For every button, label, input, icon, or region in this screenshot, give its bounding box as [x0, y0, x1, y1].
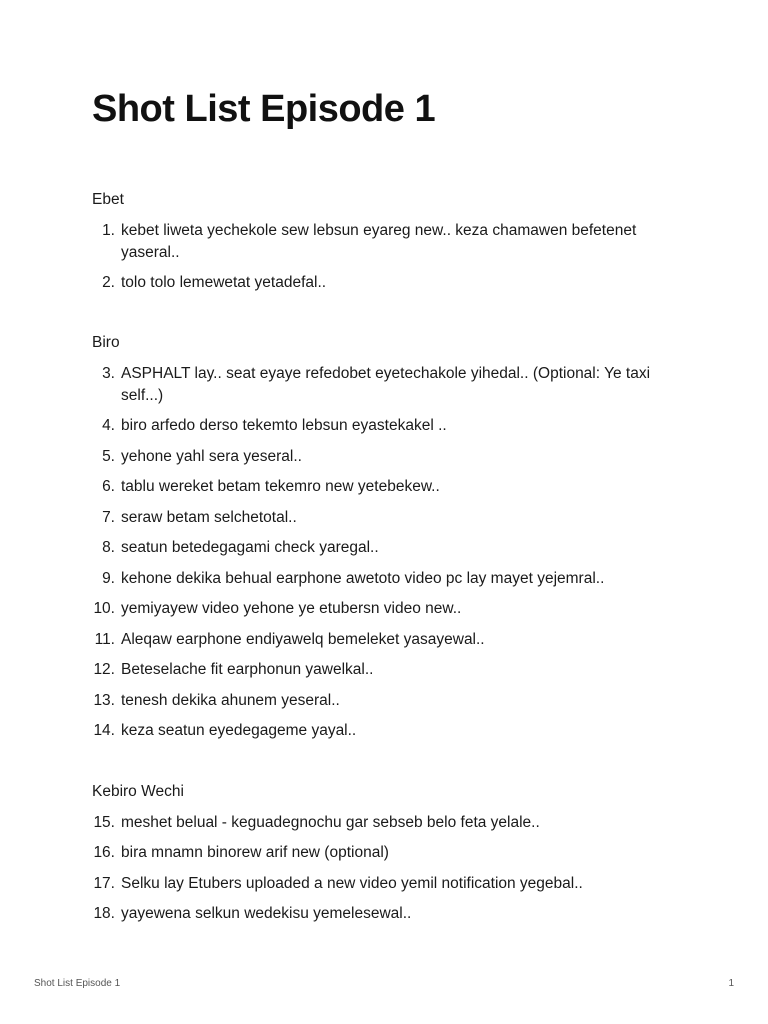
- item-text: tablu wereket betam tekemro new yetebekew..: [121, 478, 440, 495]
- item-number: 12.: [93, 661, 115, 678]
- list-item: [92, 720, 682, 742]
- item-text: seraw betam selchetotal..: [121, 508, 297, 526]
- item-number: 6.: [102, 478, 115, 495]
- document-title: Shot List Episode 1: [92, 88, 436, 130]
- list-item: [92, 659, 682, 681]
- list-item: [92, 220, 682, 264]
- footer-page-number: 1: [728, 978, 734, 989]
- item-number: 18.: [93, 905, 115, 922]
- shot-list: [92, 812, 682, 926]
- list-item: [92, 690, 682, 712]
- item-text: kebet liweta yechekole sew lebsun eyareg new.. keza chamawen befetenet yaseral..: [121, 221, 637, 261]
- list-item: [92, 873, 682, 895]
- list-item: [92, 363, 682, 407]
- section-kebiro-wechi: [92, 781, 682, 925]
- list-item: [92, 629, 682, 651]
- item-number: 7.: [102, 508, 115, 526]
- shot-list: [92, 363, 682, 743]
- item-number: 9.: [102, 569, 115, 587]
- footer-document-title: Shot List Episode 1: [34, 978, 121, 989]
- list-item: [92, 537, 682, 559]
- item-number: 11.: [94, 630, 115, 648]
- item-number: 5.: [102, 447, 115, 465]
- item-text: yehone yahl sera yeseral..: [121, 447, 302, 465]
- item-text: seatun betedegagami check yaregal..: [121, 539, 379, 556]
- section-biro: [92, 332, 682, 742]
- list-item: [92, 812, 682, 834]
- list-item: [92, 446, 682, 468]
- item-text: biro arfedo derso tekemto lebsun eyastekakel ..: [121, 417, 447, 434]
- section-ebet: [92, 189, 682, 294]
- list-item: [92, 568, 682, 590]
- item-number: 10.: [93, 600, 115, 617]
- item-text: meshet belual - keguadegnochu gar sebseb belo feta yelale..: [121, 813, 540, 831]
- list-item: [92, 272, 682, 294]
- item-text: tolo tolo lemewetat yetadefal..: [121, 274, 327, 291]
- item-number: 4.: [102, 417, 115, 434]
- list-item: [92, 598, 682, 620]
- list-item: [92, 476, 682, 498]
- item-text: Selku lay Etubers uploaded a new video yemil notification yegebal..: [121, 874, 583, 892]
- item-text: yayewena selkun wedekisu yemelesewal..: [121, 905, 412, 922]
- section-heading: Ebet: [92, 191, 124, 208]
- list-item: [92, 903, 682, 925]
- item-text: Beteselache fit earphonun yawelkal..: [121, 661, 374, 678]
- item-number: 16.: [93, 844, 115, 861]
- list-item: [92, 842, 682, 864]
- item-number: 14.: [93, 722, 115, 739]
- item-text: kehone dekika behual earphone awetoto video pc lay mayet yejemral..: [121, 569, 605, 587]
- item-text: bira mnamn binorew arif new (optional): [121, 844, 389, 861]
- item-number: 17.: [93, 874, 115, 892]
- list-item: [92, 507, 682, 529]
- item-text: keza seatun eyedegageme yayal..: [121, 722, 357, 739]
- section-heading: Biro: [92, 334, 120, 351]
- item-text: Aleqaw earphone endiyawelq bemeleket yasayewal..: [121, 630, 485, 648]
- item-number: 3.: [102, 364, 115, 382]
- item-text: ASPHALT lay.. seat eyaye refedobet eyetechakole yihedal.. (Optional: Ye taxi self...): [121, 364, 651, 404]
- shot-list: [92, 220, 682, 295]
- item-number: 13.: [93, 691, 115, 709]
- item-number: 15.: [93, 813, 115, 831]
- item-text: tenesh dekika ahunem yeseral..: [121, 691, 340, 709]
- item-number: 8.: [102, 539, 115, 556]
- item-number: 2.: [102, 274, 115, 291]
- section-heading: Kebiro Wechi: [92, 783, 184, 800]
- item-text: yemiyayew video yehone ye etubersn video new..: [121, 600, 462, 617]
- item-number: 1.: [102, 221, 115, 239]
- list-item: [92, 415, 682, 437]
